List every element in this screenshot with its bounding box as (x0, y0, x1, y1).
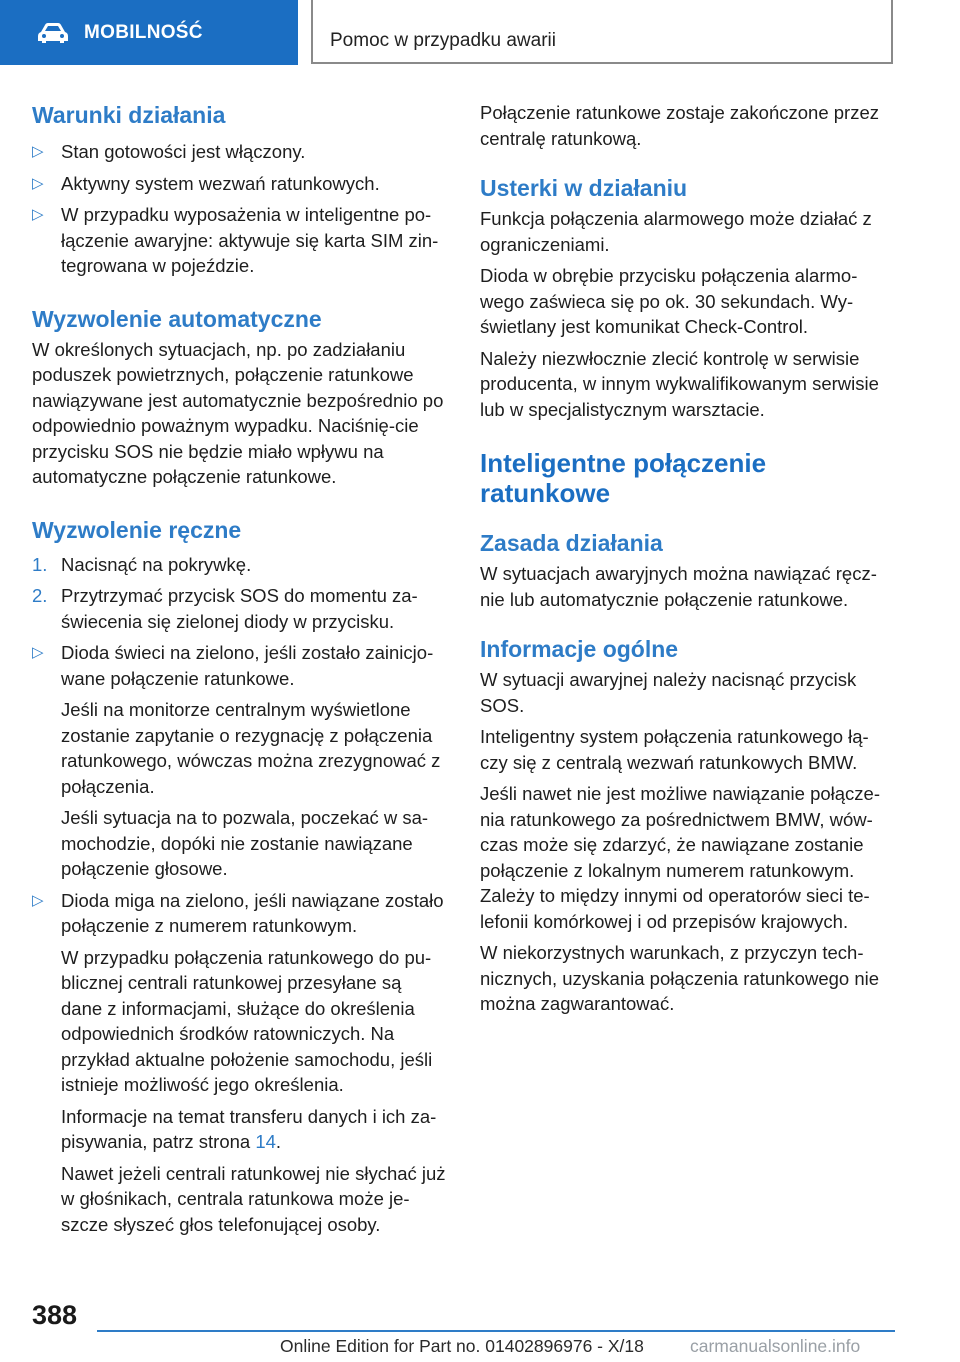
paragraph: Jeśli na monitorze centralnym wyświetlone zostanie zapytanie o rezygnację z połączenia ratunkowego, wówczas można zrezygnować z połączenia. (61, 699, 441, 797)
page-link[interactable]: 14 (255, 1131, 276, 1152)
heading-general-info: Informacje ogólne (480, 636, 679, 662)
car-icon (36, 21, 70, 45)
paragraph: Dioda w obrębie przycisku połączenia alarmo-wego zaświeca się po ok. 30 sekundach. Wy-świetlany jest komunikat Check-Control. (480, 265, 858, 337)
paragraph: W sytuacjach awaryjnych można nawiązać ręcz-nie lub automatycznie połączenie ratunkowe. (480, 563, 877, 610)
paragraph: Inteligentny system połączenia ratunkowego łą-czy się z centralą wezwań ratunkowych BMW. (480, 726, 869, 773)
heading-conditions: Warunki działania (32, 102, 226, 128)
right-column (480, 100, 894, 1017)
paragraph: W sytuacji awaryjnej należy nacisnąć przycisk SOS. (480, 669, 857, 716)
left-column (32, 100, 447, 1237)
list-item: ▷ Dioda miga na zielono, jeśli nawiązane zostało połączenie z numerem ratunkowym. (32, 889, 444, 936)
list-item: ▷ Dioda świeci na zielono, jeśli zostało zainicjo-wane połączenie ratunkowe. (32, 642, 434, 689)
paragraph: Jeśli sytuacja na to pozwala, poczekać w sa-mochodzie, dopóki nie zostanie nawiązane połączenie głosowe. (61, 807, 429, 879)
paragraph: W niekorzystnych warunkach, z przyczyn tech-nicznych, uzyskania połączenia ratunkowego nie można zagwarantować. (480, 942, 880, 1014)
chapter-title: Pomoc w przypadku awarii (330, 30, 556, 51)
heading-principle: Zasada działania (480, 530, 663, 556)
triangle-bullet-icon: ▷ (32, 206, 44, 223)
chapter-header (311, 0, 893, 64)
heading-faults: Usterki w działaniu (480, 175, 688, 201)
paragraph: W przypadku połączenia ratunkowego do pu-blicznej centrali ratunkowej przesyłane są dane z informacjami, służące do określenia odpowiednich środków ratowniczych. Na przykład aktualne położenie samochodu, jeśli istnieje możliwość jego określenia. (61, 946, 433, 1095)
watermark: carmanualsonline.info (690, 1336, 861, 1356)
triangle-bullet-icon: ▷ (32, 174, 44, 192)
step-item: 2. Przytrzymać przycisk SOS do momentu za-świecenia się zielonej diody w przycisku. (32, 585, 418, 632)
page-number: 388 (32, 1300, 78, 1330)
list-item: ▷ Aktywny system wezwań ratunkowych. (32, 171, 447, 197)
heading-manual-trigger: Wyzwolenie ręczne (32, 516, 242, 543)
triangle-bullet-icon: ▷ (32, 891, 44, 909)
list-item: ▷ W przypadku wyposażenia w inteligentne po-łączenie awaryjne: aktywuje się karta SIM zin-tegrowana w pojeździe. (32, 204, 439, 276)
paragraph: Nawet jeżeli centrali ratunkowej nie słychać już w głośnikach, centrala ratunkowa może je-szcze słyszeć głos telefonującej osoby. (61, 1162, 446, 1235)
step-item: 1. Nacisnąć na pokrywkę. (32, 553, 252, 575)
triangle-bullet-icon: ▷ (32, 143, 44, 160)
section-label: MOBILNOŚĆ (84, 21, 203, 43)
section-tab (0, 0, 298, 65)
auto-trigger-text: W określonych sytuacjach, np. po zadziałaniu poduszek powietrznych, połączenie ratunkowe nawiązywane jest automatycznie bezpośrednio po odpowiednio poważnym wypadku. Naciśnię-cie przycisku SOS nie będzie miało wpływu na automatyczne połączenie ratunkowe. (32, 338, 444, 487)
paragraph: Informacje na temat transferu danych i ich za-pisywania, patrz strona 14. (61, 1105, 437, 1152)
paragraph: Jeśli nawet nie jest możliwe nawiązanie połącze-nia ratunkowego za pośrednictwem BMW, wów-czas może się zdarzyć, że nawiązane zostanie połączenie z lokalnym numerem ratunkowym. Zależy to między innymi od operatorów sieci te-lefonii komórkowej i od przepisów krajowych. (480, 783, 880, 932)
paragraph: Należy niezwłocznie zlecić kontrolę w serwisie producenta, w innym wykwalifikowanym serwisie lub w specjalistycznym warsztacie. (480, 347, 879, 420)
footer-divider (97, 1330, 895, 1332)
triangle-bullet-icon: ▷ (32, 644, 44, 661)
edition-text: Online Edition for Part no. 01402896976 - X/18 (280, 1336, 644, 1356)
paragraph: Funkcja połączenia alarmowego może działać z ograniczeniami. (480, 208, 872, 255)
heading-auto-trigger: Wyzwolenie automatyczne (32, 305, 322, 332)
paragraph: Połączenie ratunkowe zostaje zakończone przez centralę ratunkową. (480, 102, 880, 149)
list-item: ▷ Stan gotowości jest włączony. (32, 139, 447, 165)
heading-smart-emergency-call: Inteligentne połączenie ratunkowe (480, 448, 767, 508)
